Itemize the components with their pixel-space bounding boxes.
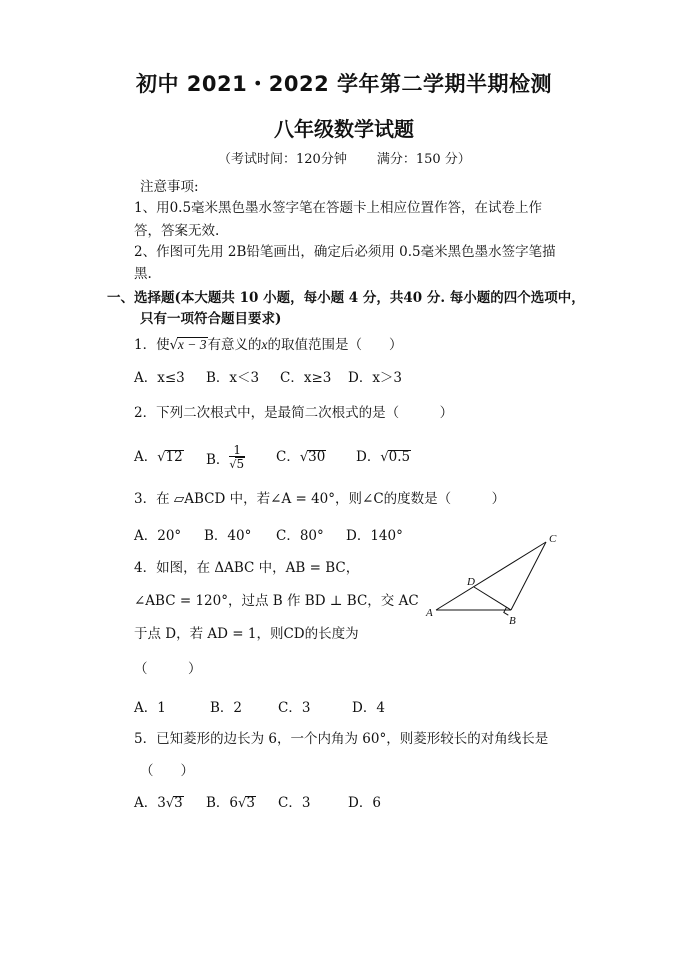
question-4-answer-paren: （ ）: [134, 661, 202, 677]
section-heading: 一、选择题(本大题共 10 小题，每小题 4 分，共40 分. 每小题的四个选项中，: [107, 290, 585, 306]
fraction: $\frac{1}{√5}$: [229, 443, 245, 471]
notes-line-1: 1、用0.5毫米黑色墨水签字笔在答题卡上相应位置作答，在试卷上作: [134, 200, 543, 216]
option-c[interactable]: C．3: [278, 795, 311, 811]
question-5-options: [134, 791, 381, 811]
radicand: x − 3: [177, 337, 207, 352]
question-1: 1．使√x − 3有意义的x的取值范围是（ ）: [134, 337, 403, 353]
option-d[interactable]: D．√0.5: [356, 449, 411, 465]
notes-heading: 注意事项:: [140, 179, 199, 195]
question-4-options: [134, 696, 385, 716]
exam-title: 初中 2021・2022 学年第二学期半期检测: [135, 72, 552, 96]
option-c[interactable]: C．80°: [276, 528, 324, 544]
option-d[interactable]: D．x＞3: [348, 370, 403, 386]
option-d[interactable]: D．4: [352, 700, 385, 716]
option-b[interactable]: B．6√3: [206, 795, 255, 811]
option-a[interactable]: A．√12: [134, 449, 183, 465]
option-c[interactable]: C．x≥3: [280, 370, 332, 386]
full-score: 满分：150 分）: [376, 152, 471, 167]
option-a[interactable]: A．20°: [134, 528, 182, 544]
notes-line-2: 2、作图可先用 2B铅笔画出，确定后必须用 0.5毫米黑色墨水签字笔描: [134, 244, 556, 260]
option-b[interactable]: B．2: [210, 700, 243, 716]
label-d: D: [467, 576, 475, 588]
radical-sign: √: [169, 338, 178, 353]
question-4-line-2: ∠ABC = 120°，过点 B 作 BD ⊥ BC，交 AC: [134, 593, 419, 609]
label-a: A: [426, 607, 433, 619]
option-b[interactable]: B．40°: [204, 528, 252, 544]
option-c[interactable]: C．3: [278, 700, 311, 716]
option-a[interactable]: A．x≤3: [134, 370, 185, 386]
question-2: 2．下列二次根式中，是最简二次根式的是（ ）: [134, 405, 454, 421]
section-heading-cont: 只有一项符合题目要求): [140, 311, 282, 327]
side-ac: [436, 542, 546, 610]
option-b[interactable]: B． $\frac{1}{√5}$: [206, 443, 245, 471]
option-d[interactable]: D．140°: [346, 528, 403, 544]
segment-bd: [474, 587, 511, 610]
question-4-line-3: 于点 D，若 AD = 1，则CD的长度为: [134, 626, 359, 642]
triangle-figure: [418, 530, 568, 630]
option-b[interactable]: B．x＜3: [206, 370, 260, 386]
exam-subtitle: 八年级数学试题: [274, 117, 414, 141]
exam-info: [218, 148, 501, 167]
option-a[interactable]: A．3√3: [134, 795, 183, 811]
label-c: C: [549, 533, 557, 545]
option-c[interactable]: C．√30: [276, 449, 326, 465]
question-2-options: [134, 437, 411, 471]
option-d[interactable]: D．6: [348, 795, 381, 811]
question-5-answer-paren: （ ）: [140, 763, 194, 779]
notes-line-1b: 答，答案无效.: [134, 223, 220, 239]
exam-time: （考试时间：120分钟: [218, 152, 347, 167]
question-3: 3．在 ▱ABCD 中，若∠A = 40°，则∠C的度数是（ ）: [134, 491, 506, 507]
option-a[interactable]: A．1: [134, 700, 166, 716]
question-4-line-1: 4．如图，在 ΔABC 中，AB = BC，: [134, 560, 360, 576]
question-1-options: [134, 366, 402, 386]
question-3-options: [134, 524, 403, 544]
triangle-lines: [436, 542, 546, 615]
question-5: 5．已知菱形的边长为 6，一个内角为 60°，则菱形较长的对角线长是: [134, 731, 549, 747]
label-b: B: [509, 615, 516, 627]
side-bc: [511, 542, 546, 610]
notes-line-2b: 黑.: [134, 266, 152, 282]
